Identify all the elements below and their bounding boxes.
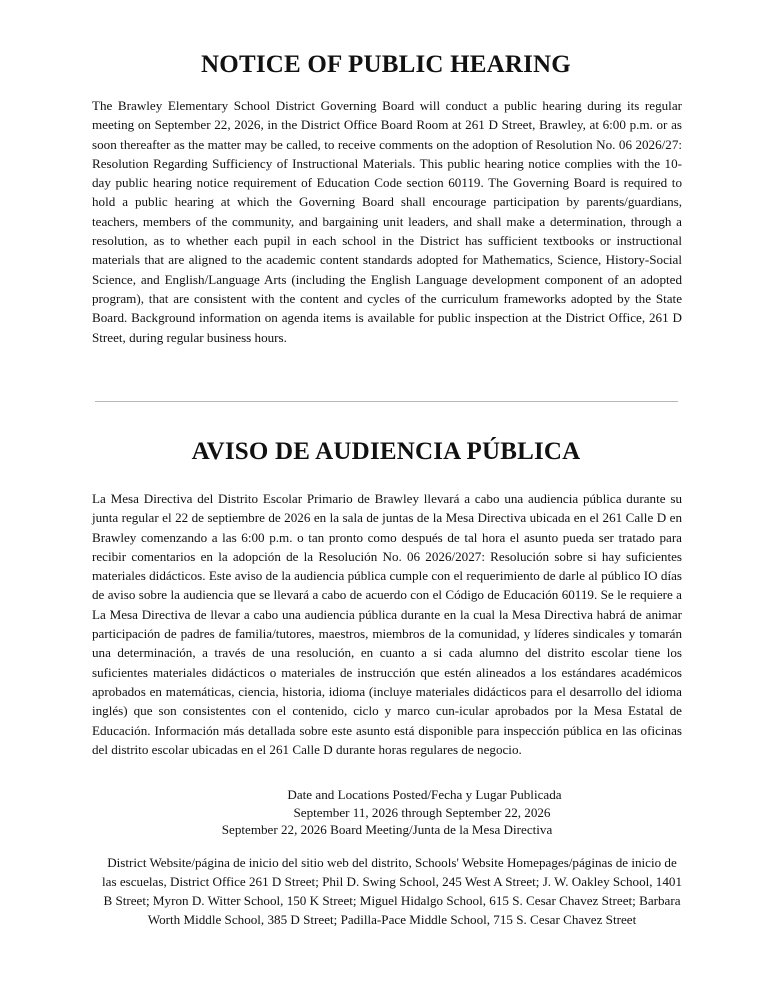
english-notice-body: The Brawley Elementary School District Governing Board will conduct a public hearing during its regular meeting on September 22, 2026, in the District Office Board Room at 261 D Street, Brawley, at 6:00 p.m. or as soon thereafter as the matter may be called, to receive comments on the adoption of Resolution No. 06 2026/27: Resolution Regarding Sufficiency of Instructional Materials. This public hearing notice complies with the 10-day public hearing notice requirement of Education Code section 60119. The Governing Board is required to hold a public hearing at which the Governing Board shall encourage participation by parents/guardians, teachers, members of the community, and bargaining unit leaders, and shall make a determination, through a resolution, as to whether each pupil in each school in the District has sufficient textbooks or instructional materials that are aligned to the academic content standards adopted for Mathematics, Science, History-Social Science, and English/Language Arts (including the English Language development component of an adopted program), that are consistent with the content and cycles of the curriculum frameworks adopted by the State Board. Background information on agenda items is available for public inspection at the District Office, 261 D Street, during regular business hours. — [92, 98, 682, 345]
posting-date-range: September 11, 2026 through September 22, 2026 — [293, 804, 551, 820]
spanish-notice-body: La Mesa Directiva del Distrito Escolar Primario de Brawley llevará a cabo una audiencia pública durante su junta regular el 22 de septiembre de 2026 en la sala de juntas de la Mesa Directiva ubicada en el 261 Calle D en Brawley comenzando a las 6:00 p.m. o tan pronto como después de tal hora el asunto pueda ser tratado para recibir comentarios en la adopción de la Resolución No. 06 2026/2027: Resolución sobre si hay suficientes materiales didácticos. Este aviso de la audiencia pública cumple con el requerimiento de darle al público IO días de aviso sobre la audiencia que se llevará a cabo de acuerdo con el Código de Educación 60119. Se le requiere a La Mesa Directiva de llevar a cabo una audiencia pública durante en la cual la Mesa Directiva habrá de animar participación de padres de familia/tutores, maestros, miembros de la comunidad, y líderes sindicales y tomarán una determinación, a través de una resolución, en cuanto a si cada alumno del distrito escolar tiene los suficientes materiales didácticos o materiales de instrucción que estén alineados a los estándares académicos aprobados en matemáticas, ciencia, historia, idioma (incluye materiales didácticos para el desarrollo del idioma inglés) que son consistentes con el contenido, ciclo y marco cun-icular aprobados por la Mesa Estatal de Educación. Información más detallada sobre este asunto está disponible para inspección pública en las oficinas del distrito escolar ubicadas en el 261 Calle D durante horas regulares de negocio. — [92, 491, 682, 757]
english-notice-title: NOTICE OF PUBLIC HEARING — [201, 51, 571, 78]
posting-info — [92, 786, 682, 839]
posting-meeting: September 22, 2026 Board Meeting/Junta de la Mesa Directiva — [221, 822, 553, 837]
posting-locations: District Website/página de inicio del sitio web del distrito, Schools' Website Homepages/páginas de inicio de las escuelas, District Office 261 D Street; Phil D. Swing School, 245 West A Street; J. W. Oakley School, 1401 B Street; Myron D. Witter School, 150 K Street; Miguel Hidalgo School, 615 S. Cesar Chavez Street; Barbara Worth Middle School, 385 D Street; Padilla-Pace Middle School, 715 S. Cesar Chavez Street — [102, 855, 682, 927]
spanish-notice-title: AVISO DE AUDIENCIA PÚBLICA — [191, 438, 581, 465]
posting-heading: Date and Locations Posted/Fecha y Lugar Publicada — [287, 787, 562, 802]
section-divider — [95, 401, 678, 402]
